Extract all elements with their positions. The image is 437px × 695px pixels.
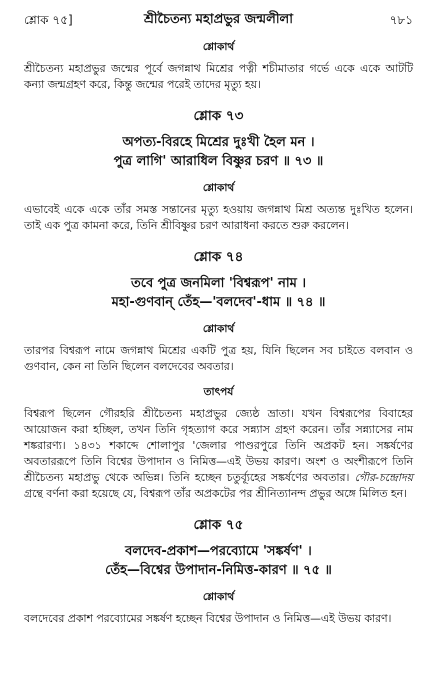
running-title: শ্রীচৈতন্য মহাপ্রভুর জন্মলীলা xyxy=(143,12,294,27)
translation-label: শ্লোকার্থ xyxy=(202,323,235,335)
book-title-italic: গৌর-চন্দ্রোদয় xyxy=(354,471,414,484)
purport-label: তাৎপর্য xyxy=(203,386,234,398)
translation-text: এভাবেই একে একে তাঁর সমস্ত সন্তানের মৃত্যু হওয়ায় জগন্নাথ মিশ্র অত্যন্ত দুঃখিত হলেন। তাই এক পুত্র কামনা করে, তিনি শ্রীবিষ্ণুর চরণ আরাধনা করতে শুরু করলেন। xyxy=(24,203,413,232)
page-number: ৭৮১ xyxy=(389,13,413,27)
verse-heading: শ্লোক ৭৪ xyxy=(193,249,244,265)
verse-line: পুত্র লাগি' আরাধিল বিষ্ণুর চরণ ॥ ৭৩ ॥ xyxy=(113,154,324,169)
translation-text: তারপর বিশ্বরূপ নামে জগন্নাথ মিশ্রের একটি পুত্র হয়, যিনি ছিলেন সব চাইতে বলবান ও গুণবান, কেন না তিনি ছিলেন বলদেবের অবতার। xyxy=(24,344,413,373)
translation-text: বলদেবের প্রকাশ পরব্যোমের সঙ্কর্ষণ হচ্ছেন বিশ্বের উপাদান ও নিমিত্ত—এই উভয় কারণ। xyxy=(24,612,392,625)
verse-line: তেঁহ—বিশ্বের উপাদান-নিমিত্ত-কারণ ॥ ৭৫ ॥ xyxy=(105,563,332,578)
translation-text: শ্রীচৈতন্য মহাপ্রভুর জন্মের পূর্বে জগন্নাথ মিশ্রের পত্নী শচীমাতার গর্ভে একে একে আটটি কন্যা জন্মগ্রহণ করে, কিন্তু জন্মের পরেই তাদের মৃত্যু হয়। xyxy=(24,62,413,91)
translation-label: শ্লোকার্থ xyxy=(202,182,235,194)
verse-line: অপত্য-বিরহে মিশ্রের দুঃখী হৈল মন । xyxy=(122,135,315,150)
purport-body: বিশ্বরূপ ছিলেন গৌরহরি শ্রীচৈতন্য মহাপ্রভুর জ্যেষ্ঠ ভ্রাতা। যখন বিশ্বরূপের বিবাহের আয়োজন করা হচ্ছিল, তখন তিনি গৃহত্যাগ করে সন্ন্যাস গ্রহণ করেন। তাঁর সন্ন্যাসের নাম শঙ্করারণ্য। ১৪৩১ শকাব্দে শোলাপুর 'জেলার পাণ্ডরপুরে তিনি অপ্রকট হন। সঙ্কর্ষণের অবতাররূপে তিনি বিশ্বের উপাদান ও নিমিত্ত—এই উভয় কারণ। অংশ ও অংশীরূপে তিনি শ্রীচৈতন্য মহাপ্রভু থেকে অভিন্ন। তিনি হচ্ছেন চতুর্ব্যূহের সঙ্কর্ষণের অবতার। xyxy=(24,407,413,484)
translation-label: শ্লোকার্থ xyxy=(202,41,235,53)
translation-label: শ্লোকার্থ xyxy=(202,591,235,603)
verse-line: বলদেব-প্রকাশ—পরব্যোমে 'সঙ্কর্ষণ' । xyxy=(125,544,312,559)
page-header xyxy=(24,10,413,30)
verse-line: তবে পুত্র জনমিলা 'বিশ্বরূপ' নাম । xyxy=(130,276,307,291)
purport-body-cont: গ্রন্থে বর্ণনা করা হয়েছে যে, বিশ্বরূপ তাঁর অপ্রকটের পর শ্রীনিত্যানন্দ প্রভুর অঙ্গে মিলিত হন। xyxy=(24,487,407,500)
verse-heading: শ্লোক ৭৫ xyxy=(193,517,244,533)
verse-line: মহা-গুণবান্ তেঁহ—'বলদেব'-ধাম ॥ ৭৪ ॥ xyxy=(111,295,326,310)
header-verse-ref: শ্লোক ৭৫] xyxy=(24,13,73,27)
verse-heading: শ্লোক ৭৩ xyxy=(193,108,244,124)
purport-text xyxy=(24,406,413,502)
